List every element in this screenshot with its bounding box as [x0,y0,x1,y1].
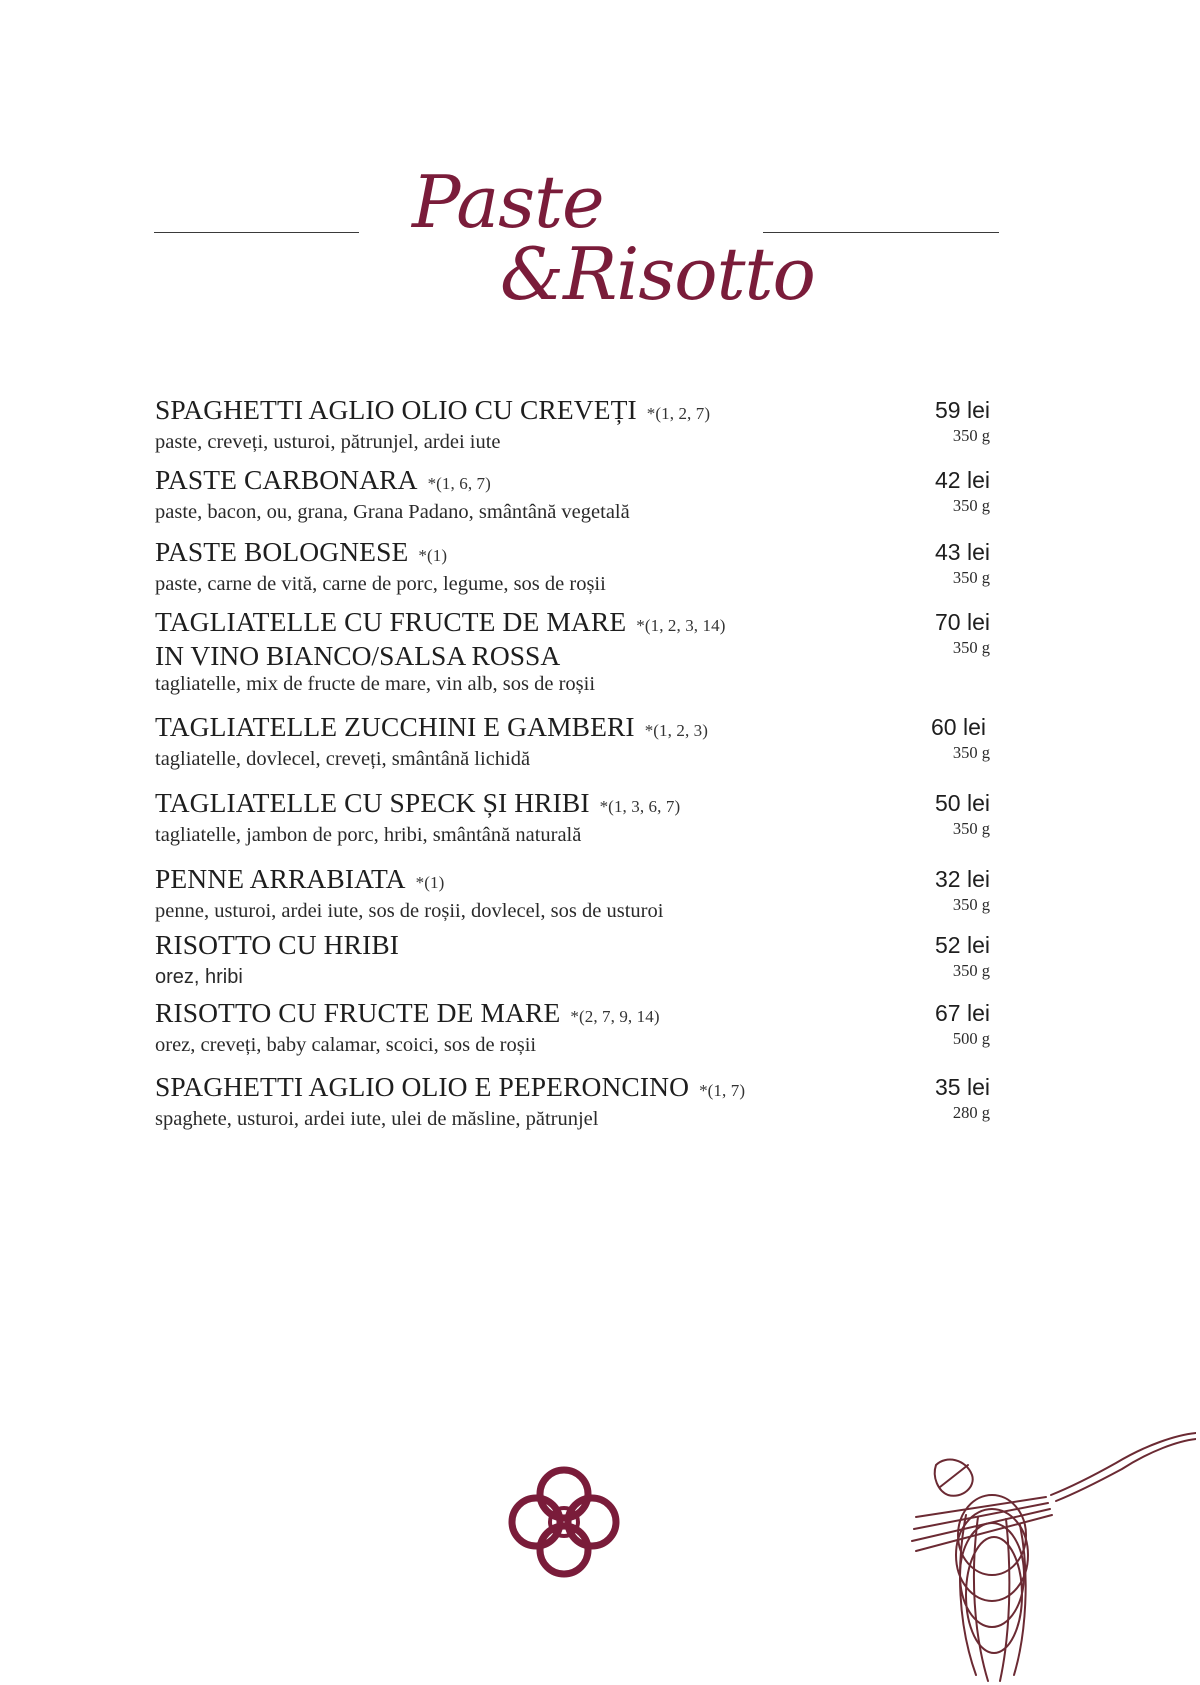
item-allergens: *(1, 6, 7) [427,474,491,493]
item-weight: 350 g [952,895,990,914]
item-name: RISOTTO CU FRUCTE DE MARE [155,997,561,1028]
menu-item [155,1072,990,1142]
item-description: tagliatelle, mix de fructe de mare, vin alb, sos de roșii [155,673,596,695]
item-weight: 350 g [952,496,990,515]
item-description: paste, carne de vită, carne de porc, legume, sos de roșii [155,573,606,595]
item-price: 59 lei [935,397,990,423]
item-weight: 350 g [952,743,990,762]
item-price: 32 lei [935,866,990,892]
item-price: 43 lei [935,539,990,565]
item-weight: 500 g [952,1029,990,1048]
item-allergens: *(1) [418,546,448,565]
item-description: orez, hribi [155,966,243,988]
item-allergens: *(1, 2, 7) [646,404,711,423]
item-price: 60 lei [931,714,986,740]
item-price: 52 lei [935,932,990,958]
item-name: TAGLIATELLE CU FRUCTE DE MARE [155,606,627,637]
page-title-line2: &Risotto [500,232,815,316]
item-price: 42 lei [935,467,990,493]
item-weight: 350 g [952,426,990,445]
item-name: TAGLIATELLE CU SPECK ȘI HRIBI [155,787,590,818]
menu-item [155,788,990,864]
item-description: paste, creveți, usturoi, pătrunjel, ardei iute [155,431,501,453]
item-name: PASTE CARBONARA [155,464,418,495]
item-price: 50 lei [935,790,990,816]
item-description: penne, usturoi, ardei iute, sos de roșii, dovlecel, sos de usturoi [155,900,664,922]
item-weight: 350 g [952,961,990,980]
page-title-line1: Paste [412,160,604,244]
item-description: tagliatelle, jambon de porc, hribi, smântână naturală [155,824,582,846]
header-rule-left [154,232,359,233]
menu-item [155,712,990,788]
item-allergens: *(1, 2, 3) [644,721,709,740]
menu-list [155,395,990,1142]
item-name: SPAGHETTI AGLIO OLIO CU CREVEȚI [155,394,637,425]
item-allergens: *(1, 3, 6, 7) [599,797,681,816]
item-description: paste, bacon, ou, grana, Grana Padano, smântână vegetală [155,501,630,523]
item-name: SPAGHETTI AGLIO OLIO E PEPERONCINO [155,1071,690,1102]
item-price: 70 lei [935,609,990,635]
item-name: TAGLIATELLE ZUCCHINI E GAMBERI [155,711,635,742]
menu-item [155,864,990,930]
item-name: RISOTTO CU HRIBI [155,929,400,960]
item-description: spaghete, usturoi, ardei iute, ulei de măsline, pătrunjel [155,1108,599,1130]
item-description: orez, creveți, baby calamar, scoici, sos de roșii [155,1034,537,1056]
fork-with-pasta-icon [896,1425,1196,1683]
item-allergens: *(1) [415,873,445,892]
item-price: 67 lei [935,1000,990,1026]
menu-item [155,607,990,712]
menu-item [155,537,990,607]
item-weight: 280 g [952,1103,990,1122]
item-description: tagliatelle, dovlecel, creveți, smântână lichidă [155,748,531,770]
item-weight: 350 g [952,819,990,838]
item-name: PASTE BOLOGNESE [155,536,409,567]
item-allergens: *(2, 7, 9, 14) [570,1007,660,1026]
menu-item [155,465,990,537]
item-name: PENNE ARRABIATA [155,863,406,894]
item-weight: 350 g [952,638,990,657]
menu-item [155,395,990,465]
menu-item [155,998,990,1072]
item-name-line2: IN VINO BIANCO/SALSA ROSSA [155,640,561,671]
flower-knot-logo [500,1458,628,1586]
item-allergens: *(1, 7) [699,1081,746,1100]
item-allergens: *(1, 2, 3, 14) [636,616,726,635]
item-price: 35 lei [935,1074,990,1100]
menu-item [155,930,990,998]
item-weight: 350 g [952,568,990,587]
